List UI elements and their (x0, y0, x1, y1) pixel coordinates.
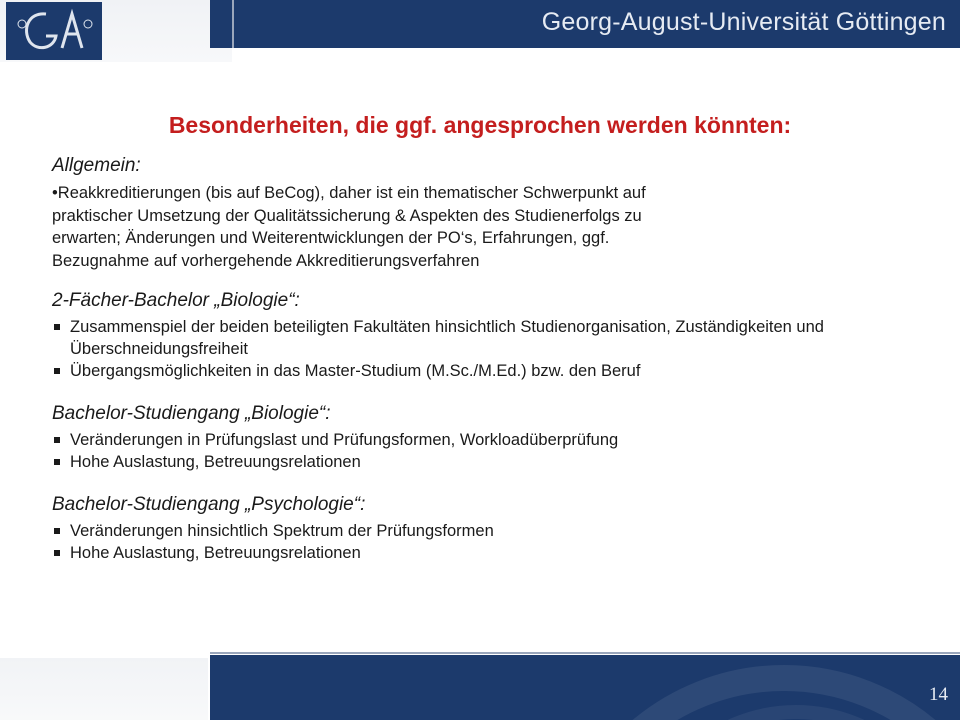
section-bachelor-biology (52, 402, 902, 473)
section-heading: 2-Fächer-Bachelor „Biologie“: (52, 290, 300, 311)
paragraph-line: •Reakkreditierungen (bis auf BeCog), daher ist ein thematischer Schwerpunkt auf (52, 184, 646, 202)
page-number: 14 (929, 684, 948, 705)
section-heading: Bachelor-Studiengang „Psychologie“: (52, 494, 366, 515)
section-heading: Allgemein: (52, 155, 141, 176)
list-item: Veränderungen in Prüfungslast und Prüfungsformen, Workloadüberprüfung (52, 429, 902, 451)
section-two-subject-bachelor-biology (52, 289, 902, 382)
bullet-list (52, 316, 902, 382)
section-bachelor-psychology (52, 493, 902, 564)
header-divider (232, 0, 234, 48)
bullet-list (52, 429, 902, 473)
slide-body (52, 154, 902, 564)
paragraph-line: praktischer Umsetzung der Qualitätssicherung & Aspekten des Studienerfolgs zu (52, 206, 642, 225)
list-item: Übergangsmöglichkeiten in das Master-Studium (M.Sc./M.Ed.) bzw. den Beruf (52, 360, 902, 382)
university-logo (6, 2, 102, 60)
list-item: Hohe Auslastung, Betreuungsrelationen (52, 542, 902, 564)
footer-line (210, 652, 960, 654)
section-general (52, 154, 902, 272)
footer-band (210, 655, 960, 720)
paragraph-line: Bezugnahme auf vorhergehende Akkreditierungsverfahren (52, 251, 480, 270)
section-paragraph (52, 182, 902, 272)
slide-title: Besonderheiten, die ggf. angesprochen werden könnten: (168, 112, 792, 138)
monogram-icon (6, 2, 102, 60)
footer-left-panel (0, 658, 208, 720)
list-item: Zusammenspiel der beiden beteiligten Fakultäten hinsichtlich Studienorganisation, Zuständigkeiten und Überschneidungsfreiheit (52, 316, 902, 360)
bullet-list (52, 520, 902, 564)
list-item: Hohe Auslastung, Betreuungsrelationen (52, 451, 902, 473)
section-heading: Bachelor-Studiengang „Biologie“: (52, 403, 331, 424)
list-item: Veränderungen hinsichtlich Spektrum der Prüfungsformen (52, 520, 902, 542)
university-name: Georg-August-Universität Göttingen (541, 8, 946, 36)
paragraph-line: erwarten; Änderungen und Weiterentwicklungen der PO‘s, Erfahrungen, ggf. (52, 229, 610, 247)
